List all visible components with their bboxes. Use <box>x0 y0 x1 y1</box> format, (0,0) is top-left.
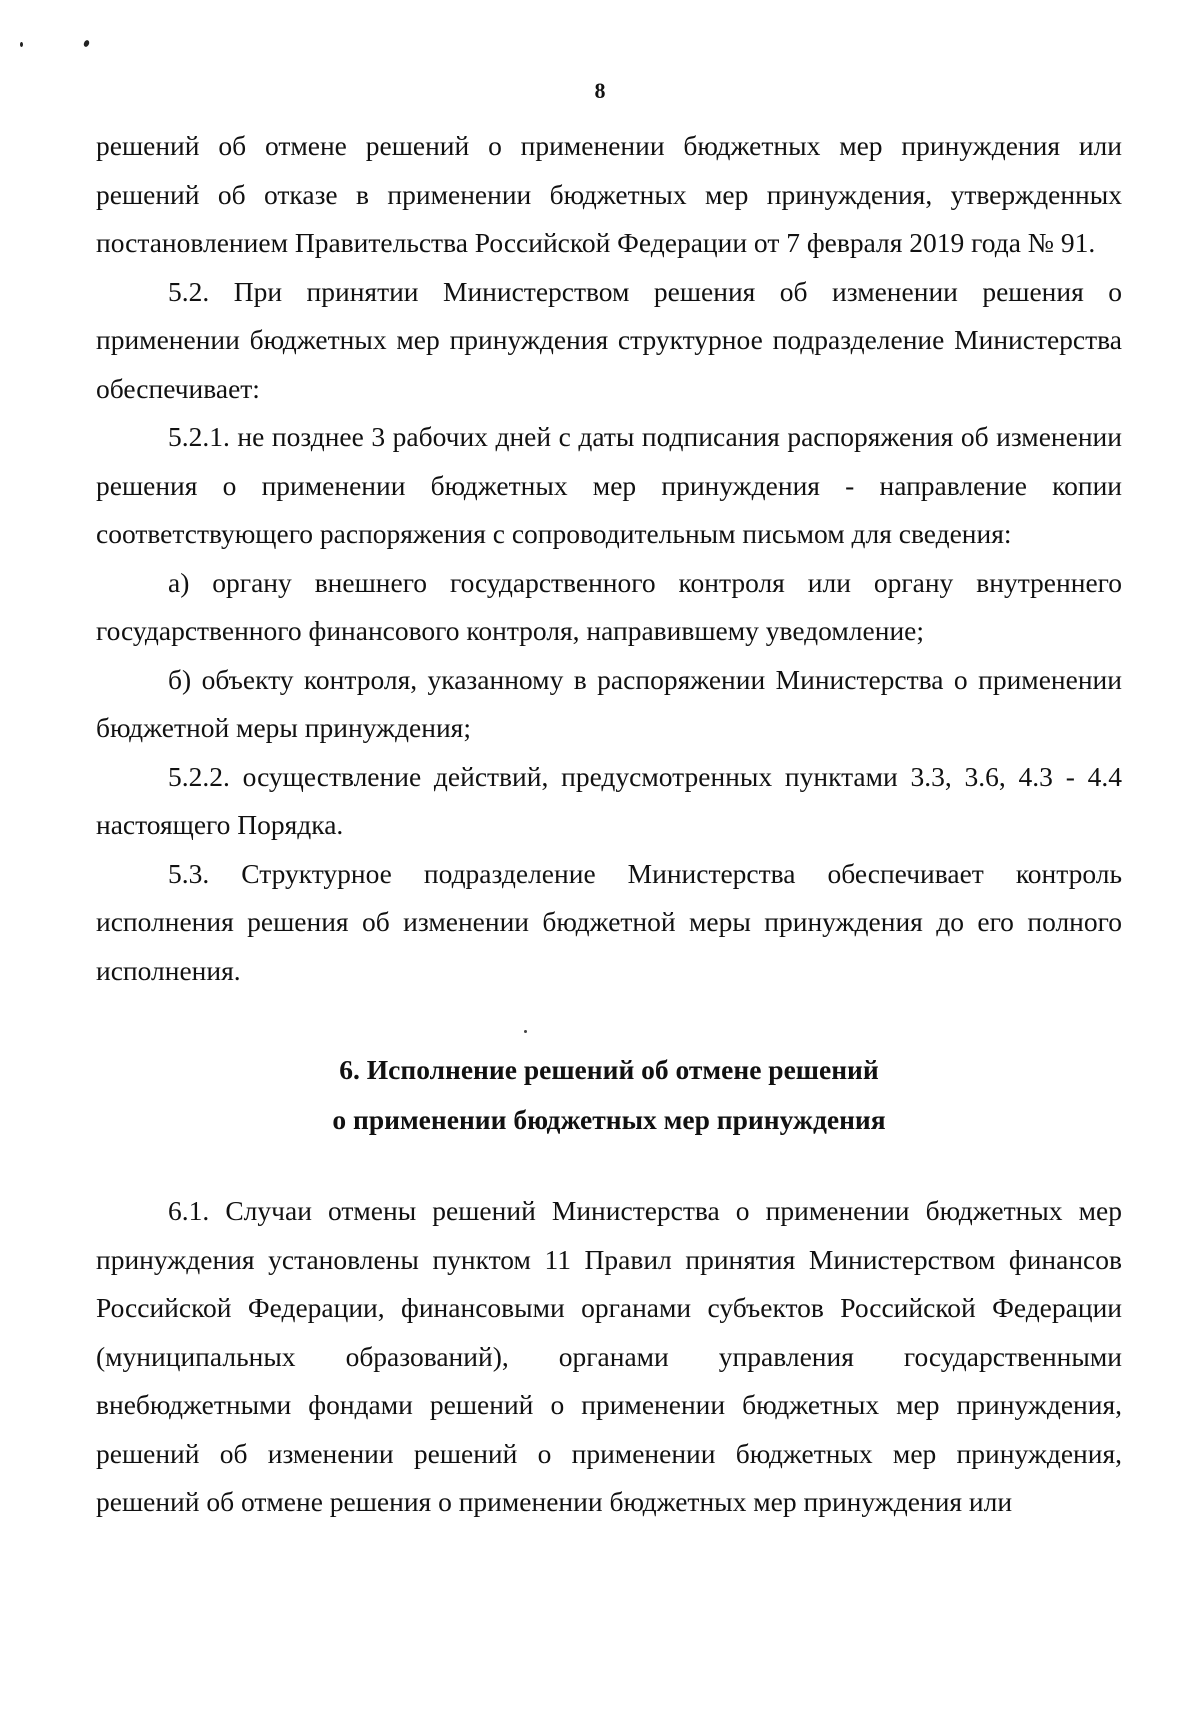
paragraph-5-2-2: 5.2.2. осуществление действий, предусмотренных пунктами 3.3, 3.6, 4.3 - 4.4 настоящего Порядка. <box>96 760 1122 840</box>
paragraph-6-1: 6.1. Случаи отмены решений Министерства о применении бюджетных мер принуждения установлены пунктом 11 Правил принятия Министерством финансов Российской Федерации, финансовыми органами субъектов Российской Федерации (муниципальных образований), органами управления государственными внебюджетными фондами решений о применении бюджетных мер принуждения, решений об изменении решений о применении бюджетных мер принуждения, решений об отмене решения о применении бюджетных мер принуждения или <box>96 1195 1122 1517</box>
scan-speck <box>83 39 90 47</box>
spacer <box>96 995 1122 1045</box>
paragraph-item-a: а) органу внешнего государственного контроля или органу внутреннего государственного финансового контроля, направившему уведомление; <box>96 566 1122 646</box>
document-body <box>96 122 1122 1527</box>
spacer <box>96 1145 1122 1187</box>
paragraph-5-2-1: 5.2.1. не позднее 3 рабочих дней с даты подписания распоряжения об изменении решения о применении бюджетных мер принуждения - направление копии соответствующего распоряжения с сопроводительным письмом для сведения: <box>96 421 1122 549</box>
paragraph-5-3: 5.3. Структурное подразделение Министерства обеспечивает контроль исполнения решения об изменении бюджетной меры принуждения до его полного исполнения. <box>96 857 1122 986</box>
section-heading-line1: 6. Исполнение решений об отмене решений <box>339 1054 879 1085</box>
scan-speck <box>20 42 23 47</box>
page-number: 8 <box>594 78 606 103</box>
section-heading-line2: о применении бюджетных мер принуждения <box>332 1104 886 1135</box>
paragraph-5-2: 5.2. При принятии Министерством решения об изменении решения о применении бюджетных мер принуждения структурное подразделение Министерства обеспечивает: <box>96 275 1122 404</box>
scan-dot <box>524 1030 527 1033</box>
paragraph-continuation: решений об отмене решений о применении бюджетных мер принуждения или решений об отказе в применении бюджетных мер принуждения, утвержденных постановлением Правительства Российской Федерации от 7 февраля 2019 года № 91. <box>96 130 1122 258</box>
paragraph-item-b: б) объекту контроля, указанному в распоряжении Министерства о применении бюджетной меры принуждения; <box>96 663 1122 743</box>
